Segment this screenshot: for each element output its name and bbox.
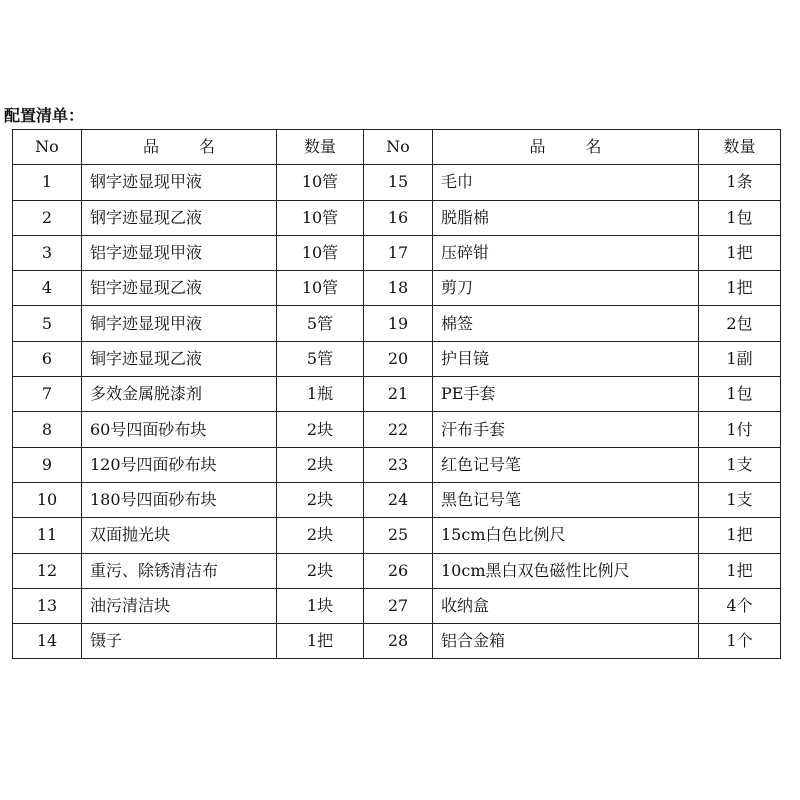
item-name: 60号四面砂布块 <box>82 412 277 447</box>
table-row <box>13 271 781 306</box>
item-qty: 2块 <box>277 553 364 588</box>
table-row <box>13 306 781 341</box>
item-name: 120号四面砂布块 <box>82 447 277 482</box>
item-qty: 1把 <box>699 518 781 553</box>
table-row <box>13 412 781 447</box>
list-title: 配置清单： <box>4 106 85 125</box>
table-row <box>13 447 781 482</box>
item-qty: 1把 <box>699 553 781 588</box>
item-qty: 5管 <box>277 341 364 376</box>
item-name: 双面抛光块 <box>82 518 277 553</box>
item-name: 重污、除锈清洁布 <box>82 553 277 588</box>
item-no: 25 <box>364 518 433 553</box>
item-no: 20 <box>364 341 433 376</box>
item-no: 22 <box>364 412 433 447</box>
item-qty: 1支 <box>699 447 781 482</box>
item-no: 2 <box>13 200 82 235</box>
item-no: 14 <box>13 624 82 659</box>
table-row <box>13 165 781 200</box>
item-qty: 1把 <box>699 271 781 306</box>
item-qty: 1瓶 <box>277 377 364 412</box>
header-no-right: No <box>364 130 433 165</box>
item-qty: 1把 <box>699 235 781 270</box>
configuration-table <box>12 129 781 659</box>
item-no: 27 <box>364 588 433 623</box>
item-no: 26 <box>364 553 433 588</box>
table-row <box>13 624 781 659</box>
item-no: 8 <box>13 412 82 447</box>
item-no: 19 <box>364 306 433 341</box>
item-qty: 10管 <box>277 200 364 235</box>
item-qty: 1包 <box>699 200 781 235</box>
item-name: 脱脂棉 <box>433 200 699 235</box>
item-name: 15cm白色比例尺 <box>433 518 699 553</box>
item-qty: 4个 <box>699 588 781 623</box>
table-row <box>13 200 781 235</box>
item-name: 黑色记号笔 <box>433 482 699 517</box>
item-no: 3 <box>13 235 82 270</box>
table-row <box>13 518 781 553</box>
item-qty: 1个 <box>699 624 781 659</box>
item-name: 铜字迹显现乙液 <box>82 341 277 376</box>
header-name-part2: 名 <box>199 137 216 157</box>
item-no: 13 <box>13 588 82 623</box>
item-no: 21 <box>364 377 433 412</box>
item-no: 23 <box>364 447 433 482</box>
item-name: PE手套 <box>433 377 699 412</box>
item-qty: 1把 <box>277 624 364 659</box>
table-row <box>13 341 781 376</box>
item-no: 10 <box>13 482 82 517</box>
item-qty: 2块 <box>277 447 364 482</box>
item-qty: 1支 <box>699 482 781 517</box>
header-name-left <box>82 130 277 165</box>
item-qty: 1块 <box>277 588 364 623</box>
item-no: 15 <box>364 165 433 200</box>
item-qty: 2块 <box>277 518 364 553</box>
table-row <box>13 553 781 588</box>
item-no: 24 <box>364 482 433 517</box>
header-name-part2: 名 <box>585 137 602 157</box>
item-qty: 2包 <box>699 306 781 341</box>
item-qty: 1包 <box>699 377 781 412</box>
header-qty-left: 数量 <box>277 130 364 165</box>
table-row <box>13 235 781 270</box>
item-name: 汗布手套 <box>433 412 699 447</box>
item-qty: 5管 <box>277 306 364 341</box>
item-name: 铝字迹显现甲液 <box>82 235 277 270</box>
item-name: 180号四面砂布块 <box>82 482 277 517</box>
header-name-right <box>433 130 699 165</box>
item-qty: 10管 <box>277 271 364 306</box>
item-name: 收纳盒 <box>433 588 699 623</box>
item-no: 4 <box>13 271 82 306</box>
table-row <box>13 588 781 623</box>
item-qty: 2块 <box>277 482 364 517</box>
item-no: 18 <box>364 271 433 306</box>
item-name: 护目镜 <box>433 341 699 376</box>
item-name: 剪刀 <box>433 271 699 306</box>
item-name: 棉签 <box>433 306 699 341</box>
item-qty: 10管 <box>277 235 364 270</box>
item-name: 铜字迹显现甲液 <box>82 306 277 341</box>
item-name: 镊子 <box>82 624 277 659</box>
item-qty: 2块 <box>277 412 364 447</box>
item-no: 17 <box>364 235 433 270</box>
item-name: 压碎钳 <box>433 235 699 270</box>
item-no: 6 <box>13 341 82 376</box>
item-name: 铝字迹显现乙液 <box>82 271 277 306</box>
header-qty-right: 数量 <box>699 130 781 165</box>
item-qty: 1付 <box>699 412 781 447</box>
item-no: 12 <box>13 553 82 588</box>
header-name-part1: 品 <box>142 137 159 157</box>
item-qty: 1副 <box>699 341 781 376</box>
header-name-part1: 品 <box>529 137 546 157</box>
header-no-left: No <box>13 130 82 165</box>
table-body <box>13 165 781 659</box>
item-no: 5 <box>13 306 82 341</box>
item-no: 1 <box>13 165 82 200</box>
item-no: 28 <box>364 624 433 659</box>
item-name: 红色记号笔 <box>433 447 699 482</box>
item-name: 油污清洁块 <box>82 588 277 623</box>
item-no: 16 <box>364 200 433 235</box>
item-name: 钢字迹显现乙液 <box>82 200 277 235</box>
item-name: 多效金属脱漆剂 <box>82 377 277 412</box>
item-no: 7 <box>13 377 82 412</box>
table-row <box>13 377 781 412</box>
item-qty: 1条 <box>699 165 781 200</box>
table-row <box>13 482 781 517</box>
item-name: 铝合金箱 <box>433 624 699 659</box>
item-name: 钢字迹显现甲液 <box>82 165 277 200</box>
item-no: 9 <box>13 447 82 482</box>
item-qty: 10管 <box>277 165 364 200</box>
item-no: 11 <box>13 518 82 553</box>
table-header-row <box>13 130 781 165</box>
item-name: 10cm黑白双色磁性比例尺 <box>433 553 699 588</box>
item-name: 毛巾 <box>433 165 699 200</box>
